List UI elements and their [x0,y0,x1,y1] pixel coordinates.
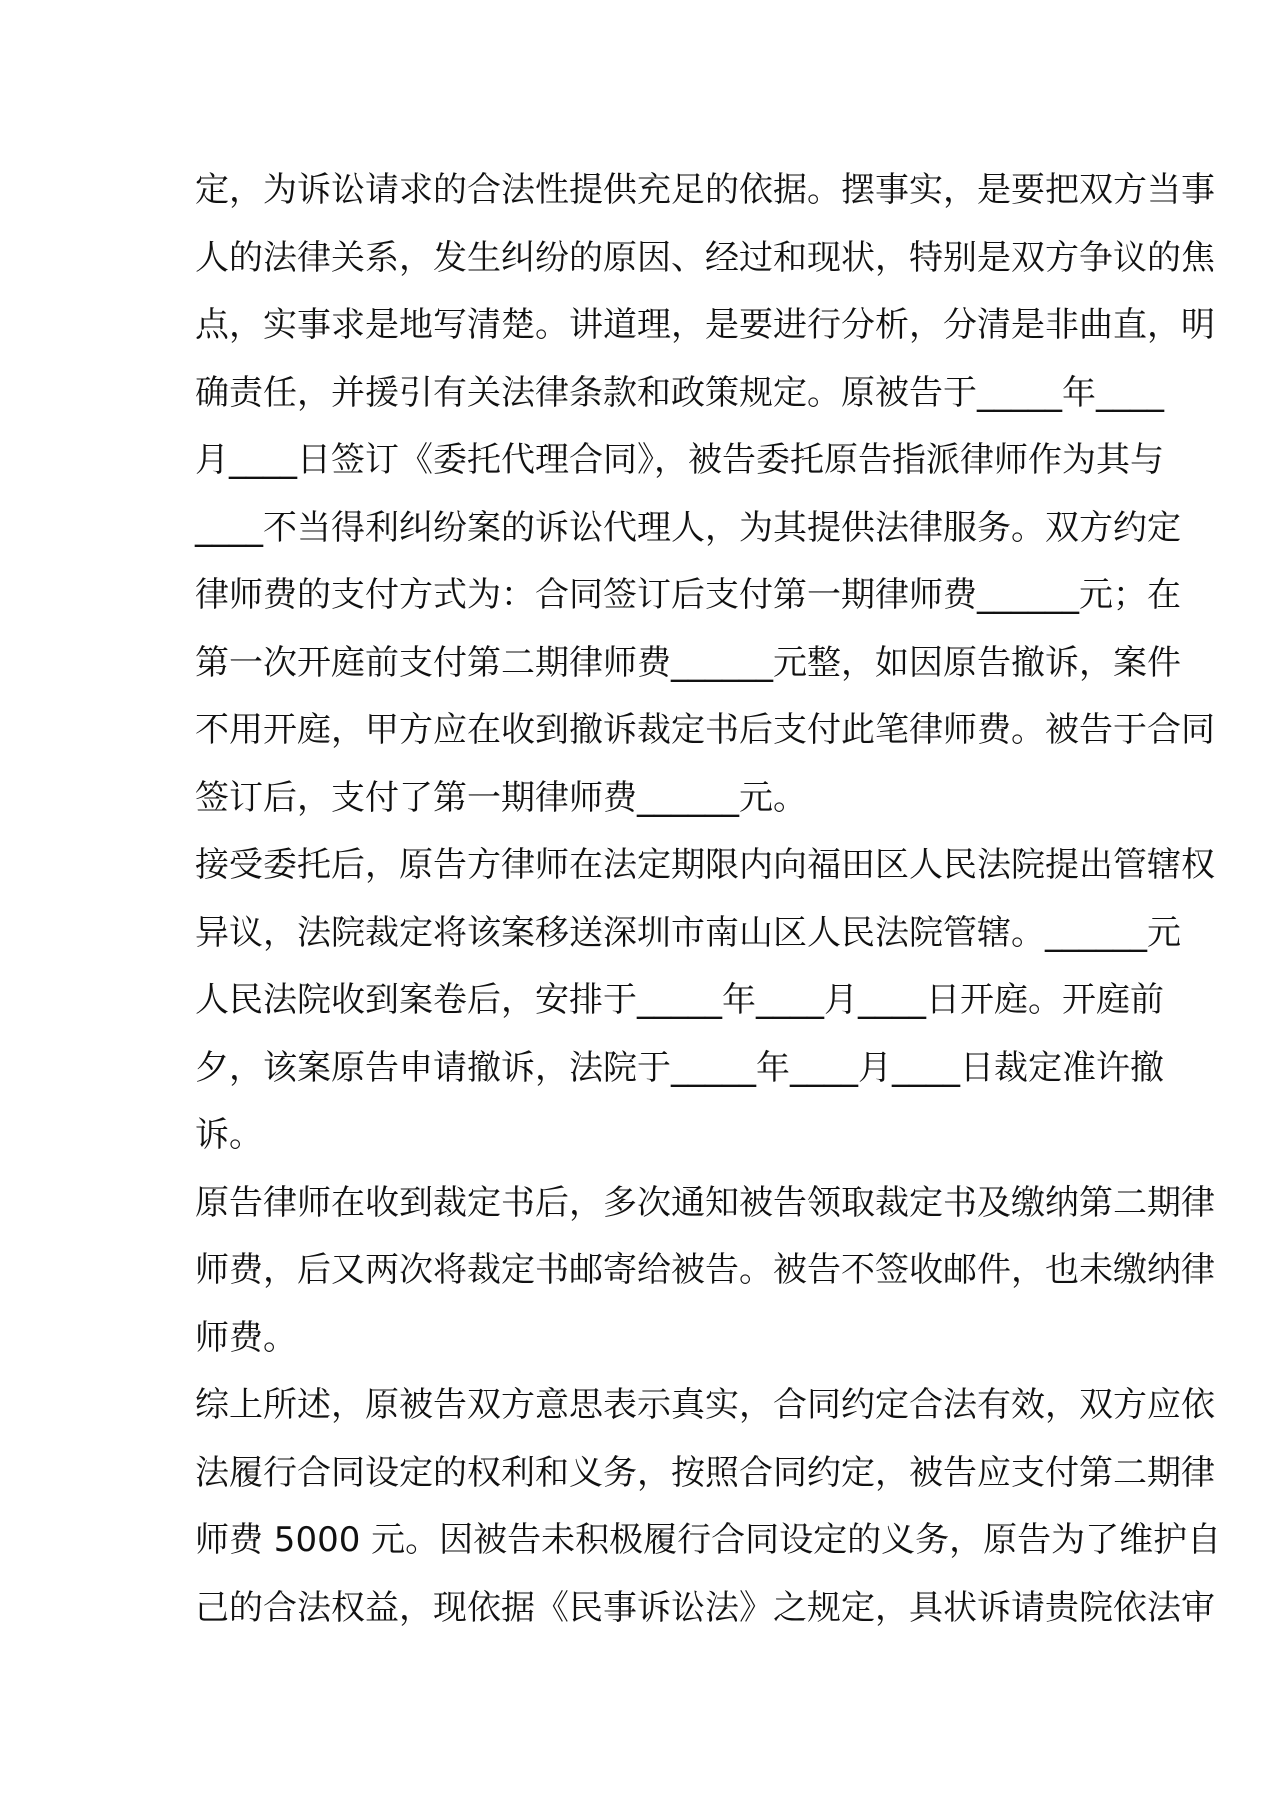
text-line: 定，为诉讼请求的合法性提供充足的依据。摆事实，是要把双方当事 [195,170,1215,210]
text-line: 确责任，并援引有关法律条款和政策规定。原被告于_____年____ [195,372,1164,413]
text-line: 己的合法权益，现依据《民事诉讼法》之规定，具状诉请贵院依法审 [195,1587,1215,1628]
text-line: 人的法律关系，发生纠纷的原因、经过和现状，特别是双方争议的焦 [195,237,1215,278]
text-line: 夕，该案原告申请撤诉，法院于_____年____月____日裁定准许撤 [195,1047,1164,1088]
text-line: 月____日签订《委托代理合同》，被告委托原告指派律师作为其与 [195,440,1164,480]
paragraph [195,839,1215,1177]
text-line: 师费 5000 元。因被告未积极履行合同设定的义务，原告为了维护自 [195,1520,1222,1560]
text-line: 综上所述，原被告双方意思表示真实，合同约定合法有效，双方应依 [195,1385,1215,1425]
text-line: ____不当得利纠纷案的诉讼代理人，为其提供法律服务。双方约定 [195,507,1181,548]
paragraph [195,1379,1222,1649]
text-line: 原告律师在收到裁定书后，多次通知被告领取裁定书及缴纳第二期律 [195,1182,1215,1223]
text-line: 律师费的支付方式为：合同签订后支付第一期律师费______元；在 [195,575,1181,615]
paragraph [195,1177,1215,1380]
text-line: 人民法院收到案卷后，安排于_____年____月____日开庭。开庭前 [195,980,1164,1020]
text-line: 签订后，支付了第一期律师费______元。 [195,777,807,818]
paragraph [195,164,1215,839]
text-line: 异议，法院裁定将该案移送深圳市南山区人民法院管辖。______元 [195,912,1181,953]
text-line: 不用开庭，甲方应在收到撤诉裁定书后支付此笔律师费。被告于合同 [195,710,1215,750]
text-line: 师费，后又两次将裁定书邮寄给被告。被告不签收邮件，也未缴纳律 [195,1250,1215,1290]
text-line: 接受委托后，原告方律师在法定期限内向福田区人民法院提出管辖权 [195,845,1215,885]
text-line: 第一次开庭前支付第二期律师费______元整，如因原告撤诉，案件 [195,642,1181,683]
text-line: 诉。 [195,1115,263,1155]
text-line: 点，实事求是地写清楚。讲道理，是要进行分析，分清是非曲直，明 [195,305,1215,345]
text-line: 法履行合同设定的权利和义务，按照合同约定，被告应支付第二期律 [195,1452,1215,1493]
text-line: 师费。 [195,1317,297,1358]
document-page [195,164,1222,1649]
